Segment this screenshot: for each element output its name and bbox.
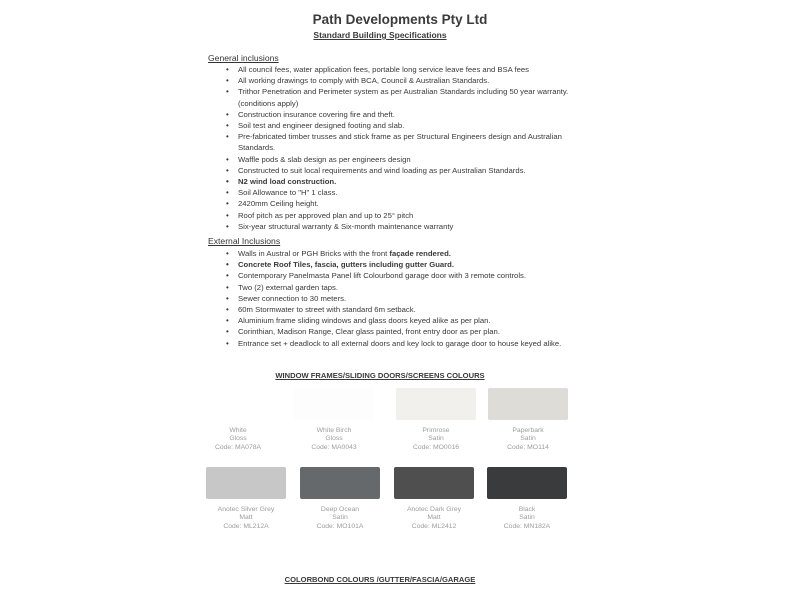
- list-item: • Six-year structural warranty & Six-month maintenance warranty: [212, 221, 572, 232]
- list-item: • Constructed to suit local requirements and wind loading as per Australian Standards.: [212, 165, 572, 176]
- general-inclusions-heading: General inclusions: [208, 53, 279, 63]
- list-item: • N2 wind load construction.: [212, 176, 572, 187]
- swatch-label: Deep Ocean Satin Code: MO101A: [316, 506, 364, 530]
- swatch-label: Anotec Dark Grey Matt Code: ML2412: [406, 506, 462, 530]
- colour-swatch: [396, 388, 476, 420]
- list-item: • Aluminium frame sliding windows and glass doors keyed alike as per plan.: [212, 315, 572, 326]
- external-inclusions-list: [212, 248, 572, 349]
- external-inclusions-heading: External Inclusions: [208, 236, 281, 246]
- colour-swatch: [488, 388, 568, 420]
- list-item: • Soil Allowance to "H" 1 class.: [212, 187, 572, 198]
- list-item: • All working drawings to comply with BCA, Council & Australian Standards.: [212, 75, 572, 86]
- colour-swatch: [198, 388, 278, 420]
- list-item: • Roof pitch as per approved plan and up to 25° pitch: [212, 210, 572, 221]
- swatch-label: White Gloss Code: MA078A: [214, 427, 262, 451]
- swatch-label: Paperbark Satin Code: MO114: [507, 427, 549, 451]
- window-colours-heading: WINDOW FRAMES/SLIDING DOORS/SCREENS COLOURS: [275, 371, 485, 380]
- list-item: • Waffle pods & slab design as per engineers design: [212, 154, 572, 165]
- swatch-label: White Birch Gloss Code: MA0043: [311, 427, 357, 451]
- list-item: • Contemporary Panelmasta Panel lift Colourbond garage door with 3 remote controls.: [212, 270, 572, 281]
- document-title: Path Developments Pty Ltd: [312, 12, 488, 27]
- list-item: • Two (2) external garden taps.: [212, 282, 572, 293]
- list-item: • Entrance set + deadlock to all external doors and key lock to garage door to house keyed alike.: [212, 338, 572, 349]
- colour-swatch: [294, 388, 374, 420]
- general-inclusions-list: [212, 64, 572, 232]
- swatch-label: Primrose Satin Code: MO0016: [412, 427, 460, 451]
- list-item: • Trithor Penetration and Perimeter system as per Australian Standards including 50 year warranty. (conditions apply): [212, 86, 572, 108]
- list-item: • All council fees, water application fees, portable long service leave fees and BSA fees: [212, 64, 572, 75]
- colour-swatch: [206, 467, 286, 499]
- list-item: • Soil test and engineer designed footing and slab.: [212, 120, 572, 131]
- swatch-label: Black Satin Code: MN182A: [503, 506, 551, 530]
- list-item: • 60m Stormwater to street with standard 6m setback.: [212, 304, 572, 315]
- list-item: • Corinthian, Madison Range, Clear glass painted, front entry door as per plan.: [212, 326, 572, 337]
- list-item: • Sewer connection to 30 meters.: [212, 293, 572, 304]
- colour-swatch: [394, 467, 474, 499]
- colour-swatch: [487, 467, 567, 499]
- swatch-label: Anotec Silver Grey Matt Code: ML212A: [217, 506, 275, 530]
- list-item: • Construction insurance covering fire and theft.: [212, 109, 572, 120]
- document-subtitle: Standard Building Specifications: [313, 30, 447, 40]
- colorbond-colours-heading: COLORBOND COLOURS /GUTTER/FASCIA/GARAGE: [284, 575, 476, 584]
- list-item: • Walls in Austral or PGH Bricks with the front façade rendered.: [212, 248, 572, 259]
- list-item: • Concrete Roof Tiles, fascia, gutters including gutter Guard.: [212, 259, 572, 270]
- colour-swatch: [300, 467, 380, 499]
- list-item: • Pre-fabricated timber trusses and stick frame as per Structural Engineers design and Australian Standards.: [212, 131, 572, 153]
- list-item: • 2420mm Ceiling height.: [212, 198, 572, 209]
